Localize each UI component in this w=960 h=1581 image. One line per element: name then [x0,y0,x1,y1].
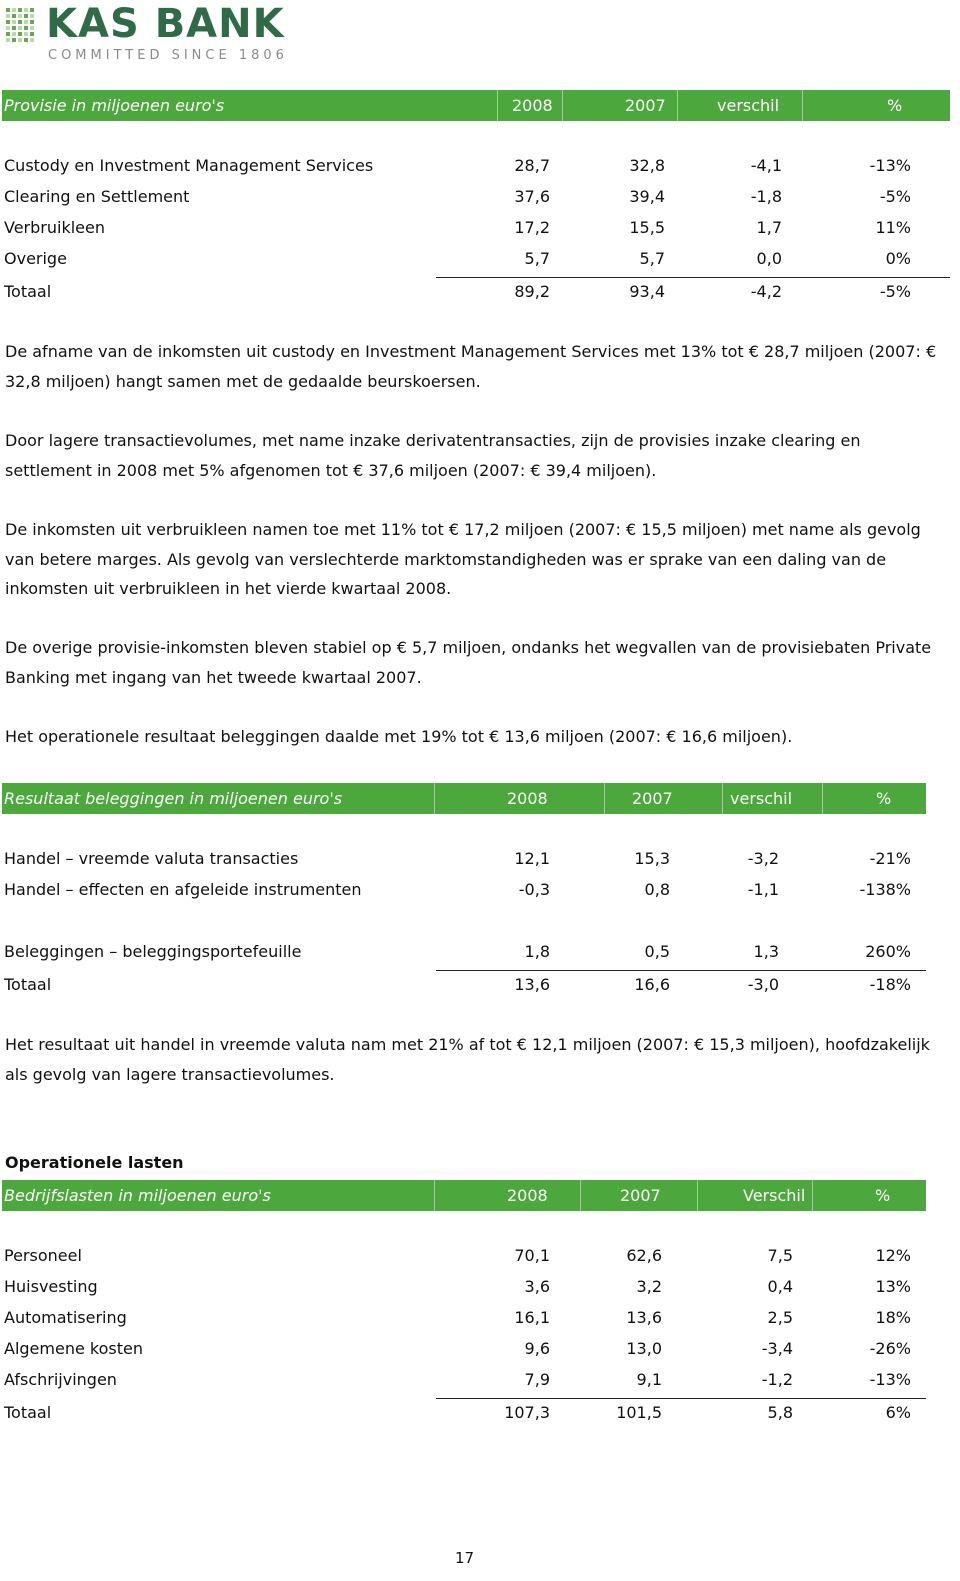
cell-2008: 16,1 [514,1308,550,1327]
row-label: Algemene kosten [4,1339,143,1358]
cell-verschil: -4,2 [750,282,782,301]
cell-2008: 7,9 [524,1370,550,1389]
logo-dot [18,14,22,18]
row-label: Clearing en Settlement [4,187,190,206]
row-label: Personeel [4,1246,82,1265]
cell-2007: 15,5 [629,218,665,237]
cell-verschil: -3,4 [761,1339,793,1358]
cell-percent: -21% [869,849,911,868]
cell-percent: 6% [885,1403,911,1422]
logo-dot [30,26,34,30]
cell-2008: 12,1 [514,849,550,868]
kas-bank-logo [6,1,296,63]
cell-2008: 107,3 [504,1403,550,1422]
cell-2008: 89,2 [514,282,550,301]
cell-verschil: -1,8 [750,187,782,206]
row-label: Verbruikleen [4,218,105,237]
table3-title: Bedrijfslasten in miljoenen euro's [4,1186,271,1205]
cell-2007: 13,6 [626,1308,662,1327]
cell-2007: 0,8 [644,880,670,899]
cell-verschil: 1,3 [753,942,779,961]
cell-2008: -0,3 [518,880,550,899]
table1-col-2007: 2007 [625,96,666,115]
logo-dot [30,38,34,42]
cell-percent: -5% [879,187,911,206]
cell-2008: 3,6 [524,1277,550,1296]
cell-2007: 0,5 [644,942,670,961]
cell-2007: 39,4 [629,187,665,206]
cell-2007: 93,4 [629,282,665,301]
header-divider [697,1180,698,1211]
cell-2008: 37,6 [514,187,550,206]
logo-dot [30,8,34,12]
row-label: Totaal [4,1403,52,1422]
paragraph-text: Het operationele resultaat beleggingen daalde met 19% tot € 13,6 miljoen (2007: € 16,6 miljoen). [5,727,793,746]
total-rule [436,970,926,971]
cell-percent: 13% [875,1277,911,1296]
table3-header [2,1180,926,1211]
paragraph-text: Het resultaat uit handel in vreemde valuta nam met 21% af tot € 12,1 miljoen (2007: € 15,3 miljoen), hoofdzakelijk als gevolg van lagere transactievolumes. [5,1035,930,1084]
cell-verschil: 7,5 [767,1246,793,1265]
cell-2007: 5,7 [639,249,665,268]
cell-2008: 13,6 [514,975,550,994]
header-divider [822,783,823,814]
logo-dot [6,8,10,12]
logo-name: KAS BANK [46,1,285,47]
row-label: Handel – effecten en afgeleide instrumenten [4,880,362,899]
cell-verschil: -3,0 [747,975,779,994]
cell-verschil: 0,0 [756,249,782,268]
cell-verschil: -3,2 [747,849,779,868]
row-label: Afschrijvingen [4,1370,117,1389]
cell-percent: -13% [869,156,911,175]
cell-2007: 15,3 [634,849,670,868]
cell-verschil: -1,1 [747,880,779,899]
cell-verschil: 2,5 [767,1308,793,1327]
cell-2008: 70,1 [514,1246,550,1265]
logo-dot [12,20,16,24]
table3-col-2007: 2007 [620,1186,661,1205]
cell-percent: 11% [875,218,911,237]
cell-percent: 260% [865,942,911,961]
table3-col-2008: 2008 [507,1186,548,1205]
header-divider [604,783,605,814]
section-title: Operationele lasten [5,1153,184,1172]
table1-col-2008: 2008 [512,96,553,115]
cell-2007: 101,5 [616,1403,662,1422]
cell-percent: -26% [869,1339,911,1358]
logo-dot [18,26,22,30]
cell-2008: 28,7 [514,156,550,175]
table2-col-verschil: verschil [730,789,793,808]
header-divider [677,90,678,121]
page-number: 17 [455,1549,475,1567]
logo-dot [24,8,28,12]
cell-2008: 17,2 [514,218,550,237]
cell-2007: 9,1 [636,1370,662,1389]
cell-verschil: 5,8 [767,1403,793,1422]
row-label: Huisvesting [4,1277,98,1296]
row-label: Handel – vreemde valuta transacties [4,849,299,868]
row-label: Automatisering [4,1308,127,1327]
logo-dot [30,32,34,36]
row-label: Overige [4,249,67,268]
paragraph [5,515,945,604]
logo-dot [12,14,16,18]
paragraph [5,633,945,692]
logo-dot [18,20,22,24]
table1-col-percent: % [887,96,903,115]
table2-title: Resultaat beleggingen in miljoenen euro's [4,789,343,808]
logo-dot [30,20,34,24]
logo-dot [24,38,28,42]
logo-dot [6,38,10,42]
logo-dot [24,32,28,36]
paragraph-text: De overige provisie-inkomsten bleven stabiel op € 5,7 miljoen, ondanks het wegvallen van de provisiebaten Private Banking met ingang van het tweede kwartaal 2007. [5,638,932,687]
cell-2008: 9,6 [524,1339,550,1358]
cell-percent: -5% [879,282,911,301]
paragraph [5,722,945,752]
table1-header [2,90,950,121]
paragraph-text: Door lagere transactievolumes, met name inzake derivatentransacties, zijn de provisies inzake clearing en settlement in 2008 met 5% afgenomen tot € 37,6 miljoen (2007: € 39,4 miljoen). [5,431,861,480]
header-divider [812,1180,813,1211]
cell-2007: 16,6 [634,975,670,994]
cell-2007: 62,6 [626,1246,662,1265]
cell-percent: -18% [869,975,911,994]
logo-dot [6,32,10,36]
cell-2007: 3,2 [636,1277,662,1296]
header-divider [580,1180,581,1211]
logo-dot [12,8,16,12]
logo-dot [6,20,10,24]
paragraph-text: De inkomsten uit verbruikleen namen toe met 11% tot € 17,2 miljoen (2007: € 15,5 miljoen) met name als gevolg van betere marges. Als gevolg van verslechterde marktomstandigheden was er sprake van een daling van de inkomsten uit verbruikleen in het vierde kwartaal 2008. [5,520,921,598]
paragraph [5,1030,945,1089]
logo-dot [6,14,10,18]
logo-dot [24,14,28,18]
table3-col-verschil: Verschil [743,1186,806,1205]
logo-dot [6,26,10,30]
cell-percent: -13% [869,1370,911,1389]
row-label: Custody en Investment Management Services [4,156,374,175]
logo-dot [30,14,34,18]
table1-col-verschil: verschil [717,96,780,115]
paragraph [5,426,945,485]
paragraph [5,337,945,396]
logo-grid-icon [6,8,36,44]
cell-percent: 0% [885,249,911,268]
row-label: Totaal [4,282,52,301]
logo-dot [18,32,22,36]
header-divider [434,783,435,814]
table3-col-percent: % [875,1186,891,1205]
cell-verschil: 1,7 [756,218,782,237]
cell-verschil: -4,1 [750,156,782,175]
cell-2007: 32,8 [629,156,665,175]
cell-2008: 1,8 [524,942,550,961]
logo-tagline: COMMITTED SINCE 1806 [48,48,288,63]
table2-header [2,783,926,814]
table1-title: Provisie in miljoenen euro's [4,96,225,115]
table2-col-2007: 2007 [632,789,673,808]
header-divider [434,1180,435,1211]
total-rule [436,277,950,278]
paragraph-text: De afname van de inkomsten uit custody en Investment Management Services met 13% tot € 28,7 miljoen (2007: € 32,8 miljoen) hangt samen met de gedaalde beurskoersen. [5,342,937,391]
cell-2008: 5,7 [524,249,550,268]
logo-dot [18,38,22,42]
logo-dot [12,26,16,30]
table2-col-2008: 2008 [507,789,548,808]
cell-2007: 13,0 [626,1339,662,1358]
table2-col-percent: % [876,789,892,808]
cell-percent: -138% [859,880,911,899]
cell-verschil: 0,4 [767,1277,793,1296]
header-divider [497,90,498,121]
cell-percent: 18% [875,1308,911,1327]
logo-dot [18,8,22,12]
header-divider [802,90,803,121]
logo-dot [24,20,28,24]
row-label: Totaal [4,975,52,994]
logo-dot [12,32,16,36]
total-rule [436,1398,926,1399]
header-divider [722,783,723,814]
cell-verschil: -1,2 [761,1370,793,1389]
cell-percent: 12% [875,1246,911,1265]
row-label: Beleggingen – beleggingsportefeuille [4,942,302,961]
logo-dot [12,38,16,42]
logo-dot [24,26,28,30]
header-divider [562,90,563,121]
